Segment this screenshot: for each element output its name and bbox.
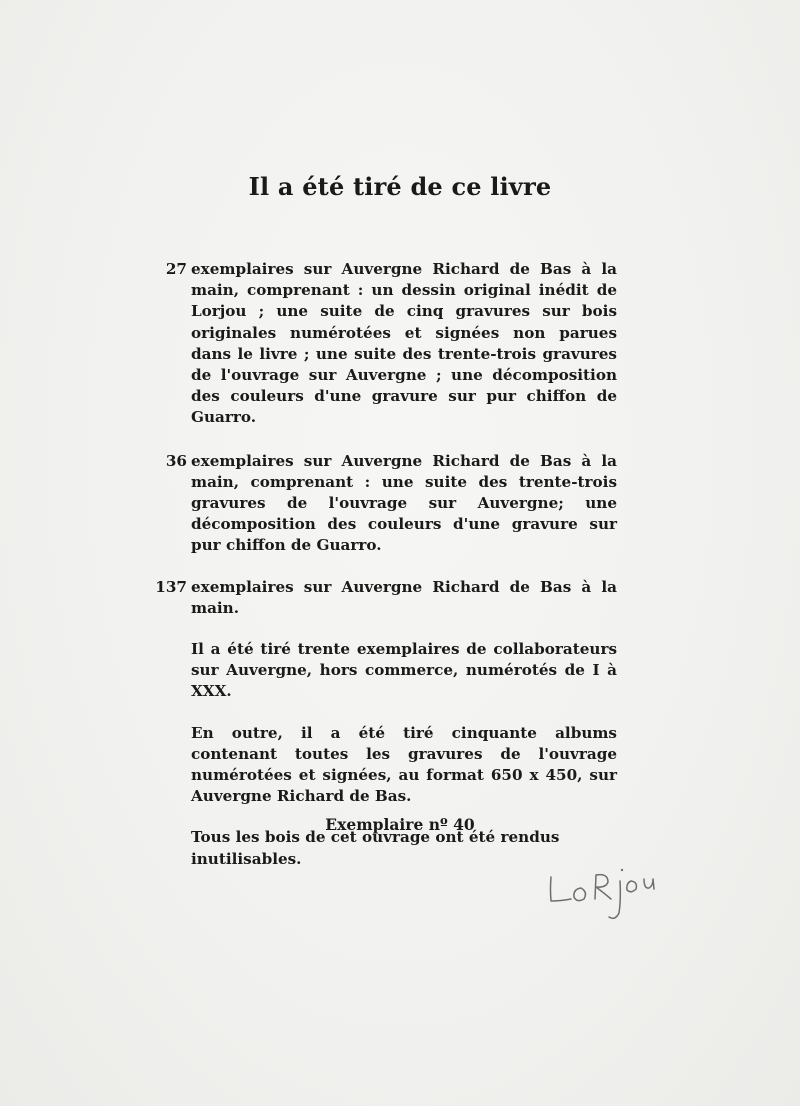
page-title: Il a été tiré de ce livre: [248, 172, 552, 201]
edition-entry-137: [155, 577, 617, 619]
edition-description: exemplaires sur Auvergne Richard de Bas à la main, comprenant : un dessin original inédit de Lorjou ; une suite de cinq gravures sur bois originales numérotées et signées non parues dans le livre ; une suite des trente-trois gravures de l'ouvrage sur Auvergne ; une décomposition des couleurs d'une gravure sur pur chiffon de Guarro.: [191, 260, 617, 427]
edition-entry-36: [165, 451, 617, 557]
copy-number: Exemplaire nº 40: [325, 815, 475, 834]
edition-count: 137: [155, 577, 187, 596]
edition-count: 27: [165, 260, 187, 278]
edition-entry-27: [165, 259, 617, 429]
edition-description: exemplaires sur Auvergne Richard de Bas à la main.: [191, 577, 617, 617]
edition-description: exemplaires sur Auvergne Richard de Bas à la main, comprenant : une suite des trente-trois gravures de l'ouvrage sur Auvergne; une décomposition des couleurs d'une gravure sur pur chiffon de Guarro.: [191, 451, 617, 555]
edition-count: 36: [165, 451, 187, 470]
albums-note: En outre, il a été tiré cinquante albums contenant toutes les gravures de l'ouvrage numérotées et signées, au format 650 x 450, sur Auvergne Richard de Bas.: [191, 723, 617, 806]
woodblocks-note: Tous les bois de cet ouvrage ont été rendus inutilisables.: [191, 828, 560, 868]
print-run-details: [155, 259, 617, 870]
artist-signature: [541, 855, 671, 927]
collaborator-copies-note: Il a été tiré trente exemplaires de collaborateurs sur Auvergne, hors commerce, numérotés de I à XXX.: [191, 640, 617, 701]
